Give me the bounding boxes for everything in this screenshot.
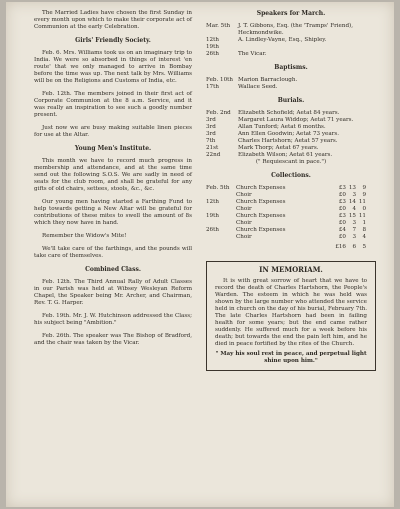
- young-mens-heading: Young Men's Institute.: [74, 145, 152, 152]
- collection-row: [206, 185, 366, 192]
- collection-label: Church Expenses: [236, 227, 286, 233]
- collection-shillings: 3: [352, 220, 356, 226]
- ymi-paragraph-4: We'll take care of the farthings, and the pounds will take care of themselves.: [34, 246, 192, 259]
- collection-label: Choir: [236, 234, 252, 240]
- in-memoriam-heading: IN MEMORIAM.: [259, 265, 323, 274]
- burial-row-name: Allan Tunford; Aetat 6 months.: [238, 124, 326, 130]
- collection-pence: 11: [358, 213, 366, 219]
- in-memoriam-box: [206, 261, 376, 371]
- collection-pounds: £3: [338, 213, 346, 219]
- collection-shillings: 13: [348, 185, 356, 191]
- combined-paragraph-1: Feb. 12th. The Third Annual Rally of Adult Classes in our Parish was held at Wibsey Wesleyan Reform Chapel, the Speaker being Mr. Archer, and Chairman, Rev. T. G. Harper.: [34, 279, 192, 306]
- collection-pence: 9: [362, 192, 366, 198]
- burial-row: [206, 152, 353, 159]
- baptism-row-name: Wallace Seed.: [238, 84, 278, 90]
- girls-paragraph-1: Feb. 6. Mrs. Williams took us on an imaginary trip to India. We were so absorbed in things of interest 'en route' that we only managed to arrive in Bombay before the time was up. The next talk by Mrs. Williams will be on the Religions and Customs of India, etc.: [34, 50, 192, 84]
- girls-friendly-heading: Girls' Friendly Society.: [75, 37, 151, 44]
- speakers-heading: Speakers for March.: [256, 10, 326, 17]
- married-ladies-paragraph: The Married Ladies have chosen the first Sunday in every month upon which to make their corporate act of Communion at the early Celebration.: [34, 10, 192, 30]
- burial-row-date: 22nd: [206, 152, 221, 158]
- burial-row: [206, 117, 353, 124]
- baptisms-heading: Baptisms.: [274, 64, 308, 71]
- collection-shillings: 4: [352, 206, 356, 212]
- burial-row-date: Feb. 2nd: [206, 110, 231, 116]
- collection-shillings: 3: [352, 234, 356, 240]
- requiescant-line: (" Requiescant in pace."): [255, 159, 327, 165]
- in-memoriam-quote: " May his soul rest in peace, and perpetual light shine upon him.": [215, 351, 367, 364]
- burial-row-date: 3rd: [206, 117, 216, 123]
- collection-label: Choir: [236, 206, 252, 212]
- burial-row-name: Ann Ellen Goodwin; Aetat 73 years.: [238, 131, 339, 137]
- speaker-row: [206, 44, 376, 51]
- burial-row: [206, 145, 353, 152]
- collection-pence: 0: [362, 206, 366, 212]
- collection-pounds: £0: [338, 192, 346, 198]
- combined-class-heading: Combined Class.: [85, 266, 141, 273]
- total-pence: 5: [362, 244, 366, 250]
- speaker-row: [206, 51, 376, 58]
- speaker-row-date: 19th: [206, 44, 219, 50]
- speaker-row-date: Mar. 5th: [206, 23, 231, 29]
- collection-row: [206, 227, 366, 234]
- collection-label: Church Expenses: [236, 199, 286, 205]
- right-column: [206, 10, 376, 371]
- combined-paragraph-2: Feb. 19th. Mr. J. W. Hutchinson addressed the Class; his subject being "Ambition.": [34, 313, 192, 326]
- left-column: [34, 10, 192, 353]
- collection-date: [206, 220, 236, 227]
- collection-date: 26th: [206, 227, 219, 233]
- collection-pounds: £4: [338, 227, 346, 233]
- collections-total-row: [206, 241, 366, 251]
- collection-label: Church Expenses: [236, 213, 286, 219]
- collection-shillings: 15: [348, 213, 356, 219]
- magazine-page: [6, 2, 394, 507]
- collection-date: [206, 206, 236, 213]
- burial-row: [206, 110, 353, 117]
- burial-row-date: 21st: [206, 145, 219, 151]
- collection-date: 19th: [206, 213, 219, 219]
- baptism-row-date: Feb. 10th: [206, 77, 233, 83]
- burial-row-date: 3rd: [206, 124, 216, 130]
- collection-pounds: £0: [338, 206, 346, 212]
- collection-row: [206, 234, 366, 241]
- total-shillings: 6: [352, 244, 356, 250]
- baptism-row-name: Marion Barraclough.: [238, 77, 298, 83]
- collection-date: Feb. 5th: [206, 185, 230, 191]
- collection-pence: 11: [358, 199, 366, 205]
- burial-row-name: Mark Thorp; Aetat 67 years.: [238, 145, 319, 151]
- speaker-row: [206, 23, 376, 37]
- collection-pence: 8: [362, 227, 366, 233]
- collection-shillings: 3: [352, 192, 356, 198]
- collection-row: [206, 213, 366, 220]
- speaker-row-name: The Vicar.: [238, 51, 267, 57]
- speaker-row-name: A. Lindley-Vayne, Esq., Shipley.: [238, 37, 327, 43]
- collection-pence: 9: [362, 185, 366, 191]
- girls-paragraph-2: Feb. 12th. The members joined in their first act of Corporate Communion at the 8 a.m. Service, and it was really an inspiration to see such a goodly number present.: [34, 91, 192, 118]
- total-pounds: £16: [335, 244, 346, 250]
- burials-list: [206, 110, 353, 159]
- ymi-paragraph-1: This month we have to record much progress in membership and attendance, and at the same time send out the following S.O.S. We are sadly in need of seats for the club room, and shall be grateful for any gifts of old chairs, settees, stools, &c., &c.: [34, 158, 192, 192]
- ymi-paragraph-3: Remember the Widow's Mite!: [42, 233, 127, 239]
- speaker-row-name: J. T. Gibbons, Esq. (the 'Tramps' Friend), Heckmondwike.: [238, 23, 354, 36]
- collections-heading: Collections.: [271, 172, 311, 179]
- burial-row-name: Margaret Laura Widdop; Aetat 71 years.: [238, 117, 354, 123]
- collection-date: [206, 234, 236, 241]
- combined-paragraph-3: Feb. 26th. The speaker was The Bishop of Bradford, and the chair was taken by the Vicar.: [34, 333, 192, 346]
- baptism-row: [206, 77, 297, 84]
- collection-pence: 4: [362, 234, 366, 240]
- speakers-list: [206, 23, 376, 58]
- ymi-paragraph-2: Our young men having started a Farthing Fund to help towards getting a New Altar will be grateful for contributions of these mites to swell the amount of 8s which they now have in hand.: [34, 199, 192, 226]
- collection-pounds: £3: [338, 185, 346, 191]
- collection-shillings: 14: [348, 199, 356, 205]
- collections-table: [206, 185, 366, 251]
- burial-row: [206, 138, 353, 145]
- burial-row-date: 7th: [206, 138, 216, 144]
- burial-row-date: 3rd: [206, 131, 216, 137]
- burial-row: [206, 131, 353, 138]
- collection-label: Church Expenses: [236, 185, 286, 191]
- collection-row: [206, 206, 366, 213]
- collection-label: Choir: [236, 192, 252, 198]
- collection-row: [206, 220, 366, 227]
- baptism-row-date: 17th: [206, 84, 219, 90]
- speaker-row-name: [236, 44, 376, 51]
- collection-shillings: 7: [352, 227, 356, 233]
- speaker-row-date: 26th: [206, 51, 219, 57]
- speaker-row-date: 12th: [206, 37, 219, 43]
- baptisms-list: [206, 77, 297, 91]
- burials-heading: Burials.: [277, 97, 305, 104]
- burial-row-name: Elizabeth Schofield; Aetat 84 years.: [238, 110, 340, 116]
- collection-pounds: £0: [338, 234, 346, 240]
- collection-row: [206, 199, 366, 206]
- burial-row-name: Elizabeth Wilson; Aetat 61 years.: [238, 152, 333, 158]
- in-memoriam-text: It is with great sorrow of heart that we have to record the death of Charles Hartshorn, the People's Warden. The esteem in which he was held was shown by the large number who attended the service held in church on the day of his burial, February 7th. The late Charles Hartshorn had been in failing health for some years; but the end came rather suddenly. He suffered much for a week before his death; but towards the end the pain left him, and he died in peace fortified by the rites of the Church.: [215, 278, 367, 347]
- collection-pounds: £0: [338, 220, 346, 226]
- burial-row: [206, 124, 353, 131]
- collection-pounds: £3: [338, 199, 346, 205]
- burial-row-name: Charles Hartshorn; Aetat 57 years.: [238, 138, 338, 144]
- collection-date: [206, 192, 236, 199]
- baptism-row: [206, 84, 297, 91]
- collection-label: Choir: [236, 220, 252, 226]
- collection-date: 12th: [206, 199, 219, 205]
- speaker-row: [206, 37, 376, 44]
- collection-row: [206, 192, 366, 199]
- girls-paragraph-3: Just now we are busy making suitable linen pieces for use at the Altar.: [34, 125, 192, 138]
- collection-pence: 1: [362, 220, 366, 226]
